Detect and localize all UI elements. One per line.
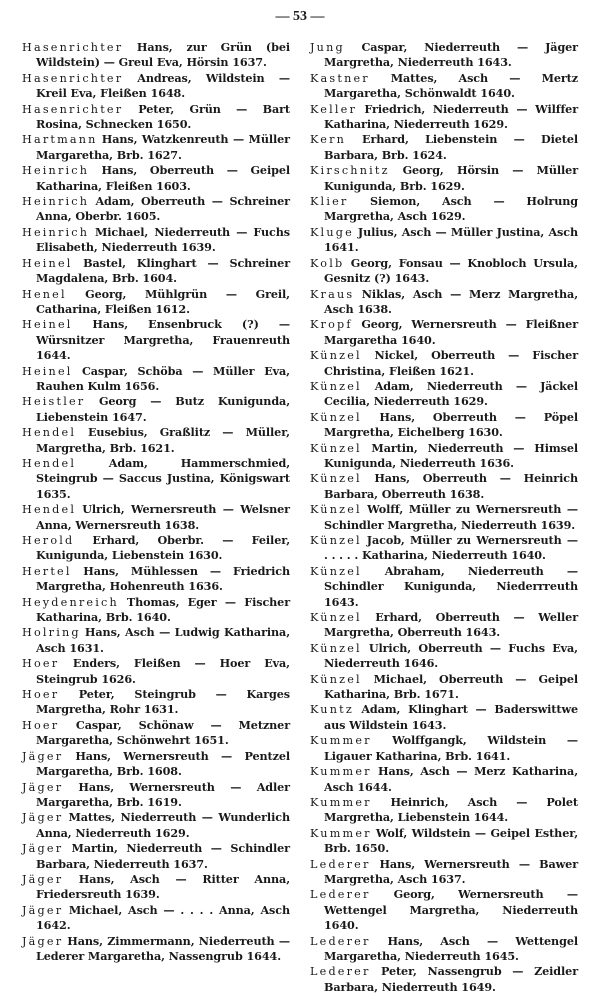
register-entry xyxy=(310,795,578,826)
entry-surname: Kummer xyxy=(310,734,372,748)
entry-surname: Hendel xyxy=(22,456,77,470)
entry-surname: Jung xyxy=(310,41,345,54)
entry-surname: Kummer xyxy=(310,826,372,840)
entry-details: Erhard, Liebenstein — Dietel Barbara, Brb. 1624. xyxy=(324,132,578,162)
entry-details: Hans, Wernersreuth — Pentzel Margaretha, Brb. 1608. xyxy=(36,748,290,779)
register-entry xyxy=(22,903,290,934)
entry-surname: Hartmann xyxy=(22,133,98,147)
register-entry xyxy=(310,610,578,641)
entry-details: Hans, Wernersreuth — Adler Margaretha, Brb. 1619. xyxy=(36,779,290,809)
register-entry xyxy=(22,194,290,225)
entry-details: Eusebius, Graßlitz — Müller, Margretha, Brb. 1621. xyxy=(36,425,290,455)
entry-details: Adam, Hammerschmied, Steingrub — Saccus Justina, Königswart 1635. xyxy=(36,455,290,501)
entry-details: Erhard, Oberbr. — Feiler, Kunigunda, Liebenstein 1630. xyxy=(36,533,290,563)
entry-details: Hans, Asch — Ludwig Katharina, Asch 1631. xyxy=(36,625,290,655)
register-entry xyxy=(22,502,290,533)
register-entry xyxy=(22,256,290,287)
register-entry xyxy=(310,132,578,163)
entry-details: Ulrich, Wernersreuth — Welsner Anna, Wernersreuth 1638. xyxy=(36,502,290,532)
entry-surname: Herold xyxy=(22,534,75,547)
entry-details: Hans, Watzkenreuth — Müller Margaretha, Brb. 1627. xyxy=(36,132,290,162)
entry-details: Michael, Asch — . . . . Anna, Asch 1642. xyxy=(36,902,290,933)
entry-details: Enders, Fleißen — Hoer Eva, Steingrub 1626. xyxy=(36,656,290,686)
register-entry xyxy=(22,394,290,425)
entry-details: Adam, Niederreuth — Jäckel Cecilia, Niederreuth 1629. xyxy=(324,378,578,409)
entry-surname: Kastner xyxy=(310,71,370,85)
left-column xyxy=(22,40,290,964)
register-entry xyxy=(310,40,578,71)
entry-details: Georg — Butz Kunigunda, Liebenstein 1647. xyxy=(36,394,290,424)
entry-details: Andreas, Wildstein — Kreil Eva, Fleißen 1648. xyxy=(36,70,290,101)
register-entry xyxy=(22,625,290,656)
register-entry xyxy=(310,102,578,133)
register-entry xyxy=(22,287,290,318)
entry-details: Thomas, Eger — Fischer Katharina, Brb. 1640. xyxy=(36,594,290,625)
entry-details: Friedrich, Niederreuth — Wilffer Katharina, Niederreuth 1629. xyxy=(324,101,578,132)
entry-surname: Hoer xyxy=(22,688,60,702)
entry-surname: Künzel xyxy=(310,472,362,486)
register-entry xyxy=(22,749,290,780)
entry-details: Heinrich, Asch — Polet Margretha, Liebenstein 1644. xyxy=(324,794,578,825)
entry-details: Mattes, Asch — Mertz Margaretha, Schönwaldt 1640. xyxy=(324,70,578,101)
entry-details: Hans, Wernersreuth — Bawer Margretha, Asch 1637. xyxy=(324,856,578,886)
entry-surname: Klier xyxy=(310,195,349,209)
register-entry xyxy=(310,441,578,472)
entry-surname: Jäger xyxy=(22,934,64,948)
entry-details: Ulrich, Oberreuth — Fuchs Eva, Niederreuth 1646. xyxy=(324,640,578,671)
entry-surname: Heinel xyxy=(22,364,73,378)
register-entry xyxy=(310,702,578,733)
entry-surname: Heinrich xyxy=(22,225,90,239)
entry-details: Georg, Hörsin — Müller Kunigunda, Brb. 1629. xyxy=(324,163,578,193)
entry-details: Caspar, Niederreuth — Jäger Margretha, Niederreuth 1643. xyxy=(324,40,578,70)
register-entry xyxy=(310,857,578,888)
entry-surname: Kolb xyxy=(310,256,345,270)
register-entry xyxy=(22,163,290,194)
register-entry xyxy=(310,410,578,441)
entry-surname: Hasenrichter xyxy=(22,102,124,116)
entry-details: Hans, Asch — Merz Katharina, Asch 1644. xyxy=(324,764,578,794)
entry-details: Bastel, Klinghart — Schreiner Magdalena, Brb. 1604. xyxy=(36,255,290,286)
entry-surname: Kirschnitz xyxy=(310,164,390,178)
register-entry xyxy=(22,780,290,811)
entry-details: Georg, Fonsau — Knobloch Ursula, Gesnitz (?) 1643. xyxy=(324,255,578,286)
register-entry xyxy=(22,102,290,133)
entry-surname: Holring xyxy=(22,626,81,640)
entry-details: Adam, Klinghart — Baderswittwe aus Wildstein 1643. xyxy=(324,702,578,732)
entry-surname: Hoer xyxy=(22,657,60,671)
register-entry xyxy=(22,71,290,102)
entry-surname: Künzel xyxy=(310,441,362,455)
entry-details: Caspar, Schönaw — Metzner Margaretha, Schönwehrt 1651. xyxy=(36,717,290,748)
entry-surname: Kummer xyxy=(310,765,372,779)
entry-details: Hans, Asch — Ritter Anna, Friedersreuth 1639. xyxy=(36,871,290,902)
register-entry xyxy=(310,533,578,564)
entry-details: Georg, Mühlgrün — Greil, Catharina, Fleißen 1612. xyxy=(36,286,290,316)
register-entry xyxy=(310,564,578,610)
register-entry xyxy=(310,225,578,256)
register-entry xyxy=(310,256,578,287)
entry-surname: Lederer xyxy=(310,888,371,902)
entry-details: Martin, Niederreuth — Schindler Barbara, Niederreuth 1637. xyxy=(36,841,290,871)
entry-details: Georg, Wernersreuth — Fleißner Margaretha 1640. xyxy=(324,317,578,347)
entry-surname: Jäger xyxy=(22,811,64,825)
entry-details: Mattes, Niederreuth — Wunderlich Anna, Niederreuth 1629. xyxy=(36,810,290,840)
register-entry xyxy=(22,364,290,395)
page-number: — 53 — xyxy=(275,9,325,24)
entry-details: Wolf, Wildstein — Geipel Esther, Brb. 1650. xyxy=(324,825,578,856)
register-entry xyxy=(22,225,290,256)
entry-surname: Jäger xyxy=(22,903,64,917)
entry-surname: Kern xyxy=(310,133,347,147)
entry-surname: Jäger xyxy=(22,749,64,763)
register-entry xyxy=(22,425,290,456)
register-entry xyxy=(22,132,290,163)
entry-surname: Künzel xyxy=(310,379,362,393)
register-entry xyxy=(310,471,578,502)
entry-surname: Künzel xyxy=(310,564,362,578)
register-entry xyxy=(310,502,578,533)
register-entry xyxy=(310,887,578,933)
entry-surname: Henel xyxy=(22,287,67,301)
register-entry xyxy=(22,687,290,718)
register-entry xyxy=(310,317,578,348)
entry-surname: Jäger xyxy=(22,842,64,856)
entry-surname: Hoer xyxy=(22,718,60,732)
entry-surname: Heinrich xyxy=(22,164,90,178)
register-entry xyxy=(22,564,290,595)
entry-surname: Kummer xyxy=(310,795,372,809)
entry-surname: Kluge xyxy=(310,225,354,239)
register-entry xyxy=(22,533,290,564)
register-entry xyxy=(22,872,290,903)
register-entry xyxy=(310,826,578,857)
entry-surname: Heistler xyxy=(22,395,86,409)
register-entry xyxy=(310,348,578,379)
entry-details: Julius, Asch — Müller Justina, Asch 1641. xyxy=(324,224,578,255)
entry-details: Nickel, Oberreuth — Fischer Christina, Fleißen 1621. xyxy=(324,348,578,378)
register-entry xyxy=(22,810,290,841)
register-entry xyxy=(310,163,578,194)
register-entry xyxy=(22,934,290,965)
entry-details: Hans, Oberreuth — Pöpel Margretha, Eichelberg 1630. xyxy=(324,409,578,440)
entry-surname: Hertel xyxy=(22,564,72,578)
register-entry xyxy=(310,287,578,318)
entry-surname: Künzel xyxy=(310,641,362,655)
entry-details: Wolffgangk, Wildstein — Ligauer Katharina, Brb. 1641. xyxy=(324,733,578,763)
entry-surname: Heinrich xyxy=(22,195,90,209)
entry-details: Siemon, Asch — Holrung Margretha, Asch 1629. xyxy=(324,194,578,224)
register-entry xyxy=(22,40,290,71)
entry-surname: Jäger xyxy=(22,780,64,794)
register-entry xyxy=(310,641,578,672)
entry-surname: Künzel xyxy=(310,611,362,625)
entry-surname: Kraus xyxy=(310,287,355,301)
entry-surname: Lederer xyxy=(310,965,371,979)
entry-details: Caspar, Schöba — Müller Eva, Rauhen Kulm 1656. xyxy=(36,363,290,393)
entry-surname: Lederer xyxy=(310,934,371,948)
entry-surname: Lederer xyxy=(310,857,371,871)
register-entry xyxy=(22,718,290,749)
entry-surname: Kropf xyxy=(310,318,353,332)
register-entry xyxy=(310,733,578,764)
entry-details: Hans, Mühlessen — Friedrich Margretha, Hohenreuth 1636. xyxy=(36,563,290,594)
entry-surname: Hasenrichter xyxy=(22,71,124,85)
entry-details: Hans, zur Grün (bei Wildstein) — Greul Eva, Hörsin 1637. xyxy=(36,40,290,70)
entry-details: Jacob, Müller zu Wernersreuth — . . . . . Katharina, Niederreuth 1640. xyxy=(324,533,578,563)
entry-details: Adam, Oberreuth — Schreiner Anna, Oberbr. 1605. xyxy=(36,194,290,224)
entry-details: Niklas, Asch — Merz Margretha, Asch 1638. xyxy=(324,286,578,316)
right-column xyxy=(310,40,578,995)
entry-details: Michael, Niederreuth — Fuchs Elisabeth, Niederreuth 1639. xyxy=(36,224,290,255)
entry-surname: Hendel xyxy=(22,426,77,440)
register-entry xyxy=(22,456,290,502)
entry-details: Hans, Asch — Wettengel Margaretha, Niederreuth 1645. xyxy=(324,933,578,963)
entry-surname: Heinel xyxy=(22,318,73,332)
entry-details: Erhard, Oberreuth — Weller Margretha, Oberreuth 1643. xyxy=(324,610,578,640)
entry-surname: Heinel xyxy=(22,256,73,270)
register-entry xyxy=(22,656,290,687)
entry-surname: Kuntz xyxy=(310,703,354,717)
entry-details: Abraham, Niederreuth — Schindler Kunigunda, Niederrreuth 1643. xyxy=(324,563,578,609)
entry-details: Peter, Nassengrub — Zeidler Barbara, Niederreuth 1649. xyxy=(324,964,578,994)
entry-surname: Keller xyxy=(310,102,358,116)
entry-details: Hans, Oberreuth — Heinrich Barbara, Oberreuth 1638. xyxy=(324,471,578,501)
entry-surname: Künzel xyxy=(310,503,362,517)
entry-surname: Künzel xyxy=(310,410,362,424)
entry-details: Martin, Niederreuth — Himsel Kunigunda, Niederreuth 1636. xyxy=(324,440,578,470)
register-entry xyxy=(22,595,290,626)
entry-surname: Hasenrichter xyxy=(22,41,124,54)
entry-details: Wolff, Müller zu Wernersreuth — Schindler Margretha, Niederreuth 1639. xyxy=(324,502,578,532)
entry-details: Georg, Wernersreuth — Wettengel Margretha, Niederreuth 1640. xyxy=(324,887,578,933)
register-entry xyxy=(22,841,290,872)
register-entry xyxy=(310,964,578,995)
register-entry xyxy=(310,764,578,795)
entry-details: Michael, Oberreuth — Geipel Katharina, Brb. 1671. xyxy=(324,671,578,702)
entry-surname: Künzel xyxy=(310,534,362,547)
entry-surname: Jäger xyxy=(22,872,64,886)
register-entry xyxy=(310,71,578,102)
entry-surname: Künzel xyxy=(310,349,362,363)
register-entry xyxy=(310,672,578,703)
entry-details: Peter, Steingrub — Karges Margretha, Rohr 1631. xyxy=(36,687,290,717)
entry-surname: Heydenreich xyxy=(22,595,119,609)
register-entry xyxy=(310,194,578,225)
register-entry xyxy=(310,379,578,410)
entry-surname: Hendel xyxy=(22,503,77,517)
entry-details: Hans, Zimmermann, Niederreuth — Lederer Margaretha, Nassengrub 1644. xyxy=(36,933,290,963)
entry-details: Peter, Grün — Bart Rosina, Schnecken 1650. xyxy=(36,101,290,132)
register-entry xyxy=(22,317,290,363)
entry-details: Hans, Ensenbruck (?) — Würsnitzer Margretha, Frauenreuth 1644. xyxy=(36,317,290,363)
register-entry xyxy=(310,934,578,965)
entry-surname: Künzel xyxy=(310,672,362,686)
entry-details: Hans, Oberreuth — Geipel Katharina, Fleißen 1603. xyxy=(36,163,290,193)
